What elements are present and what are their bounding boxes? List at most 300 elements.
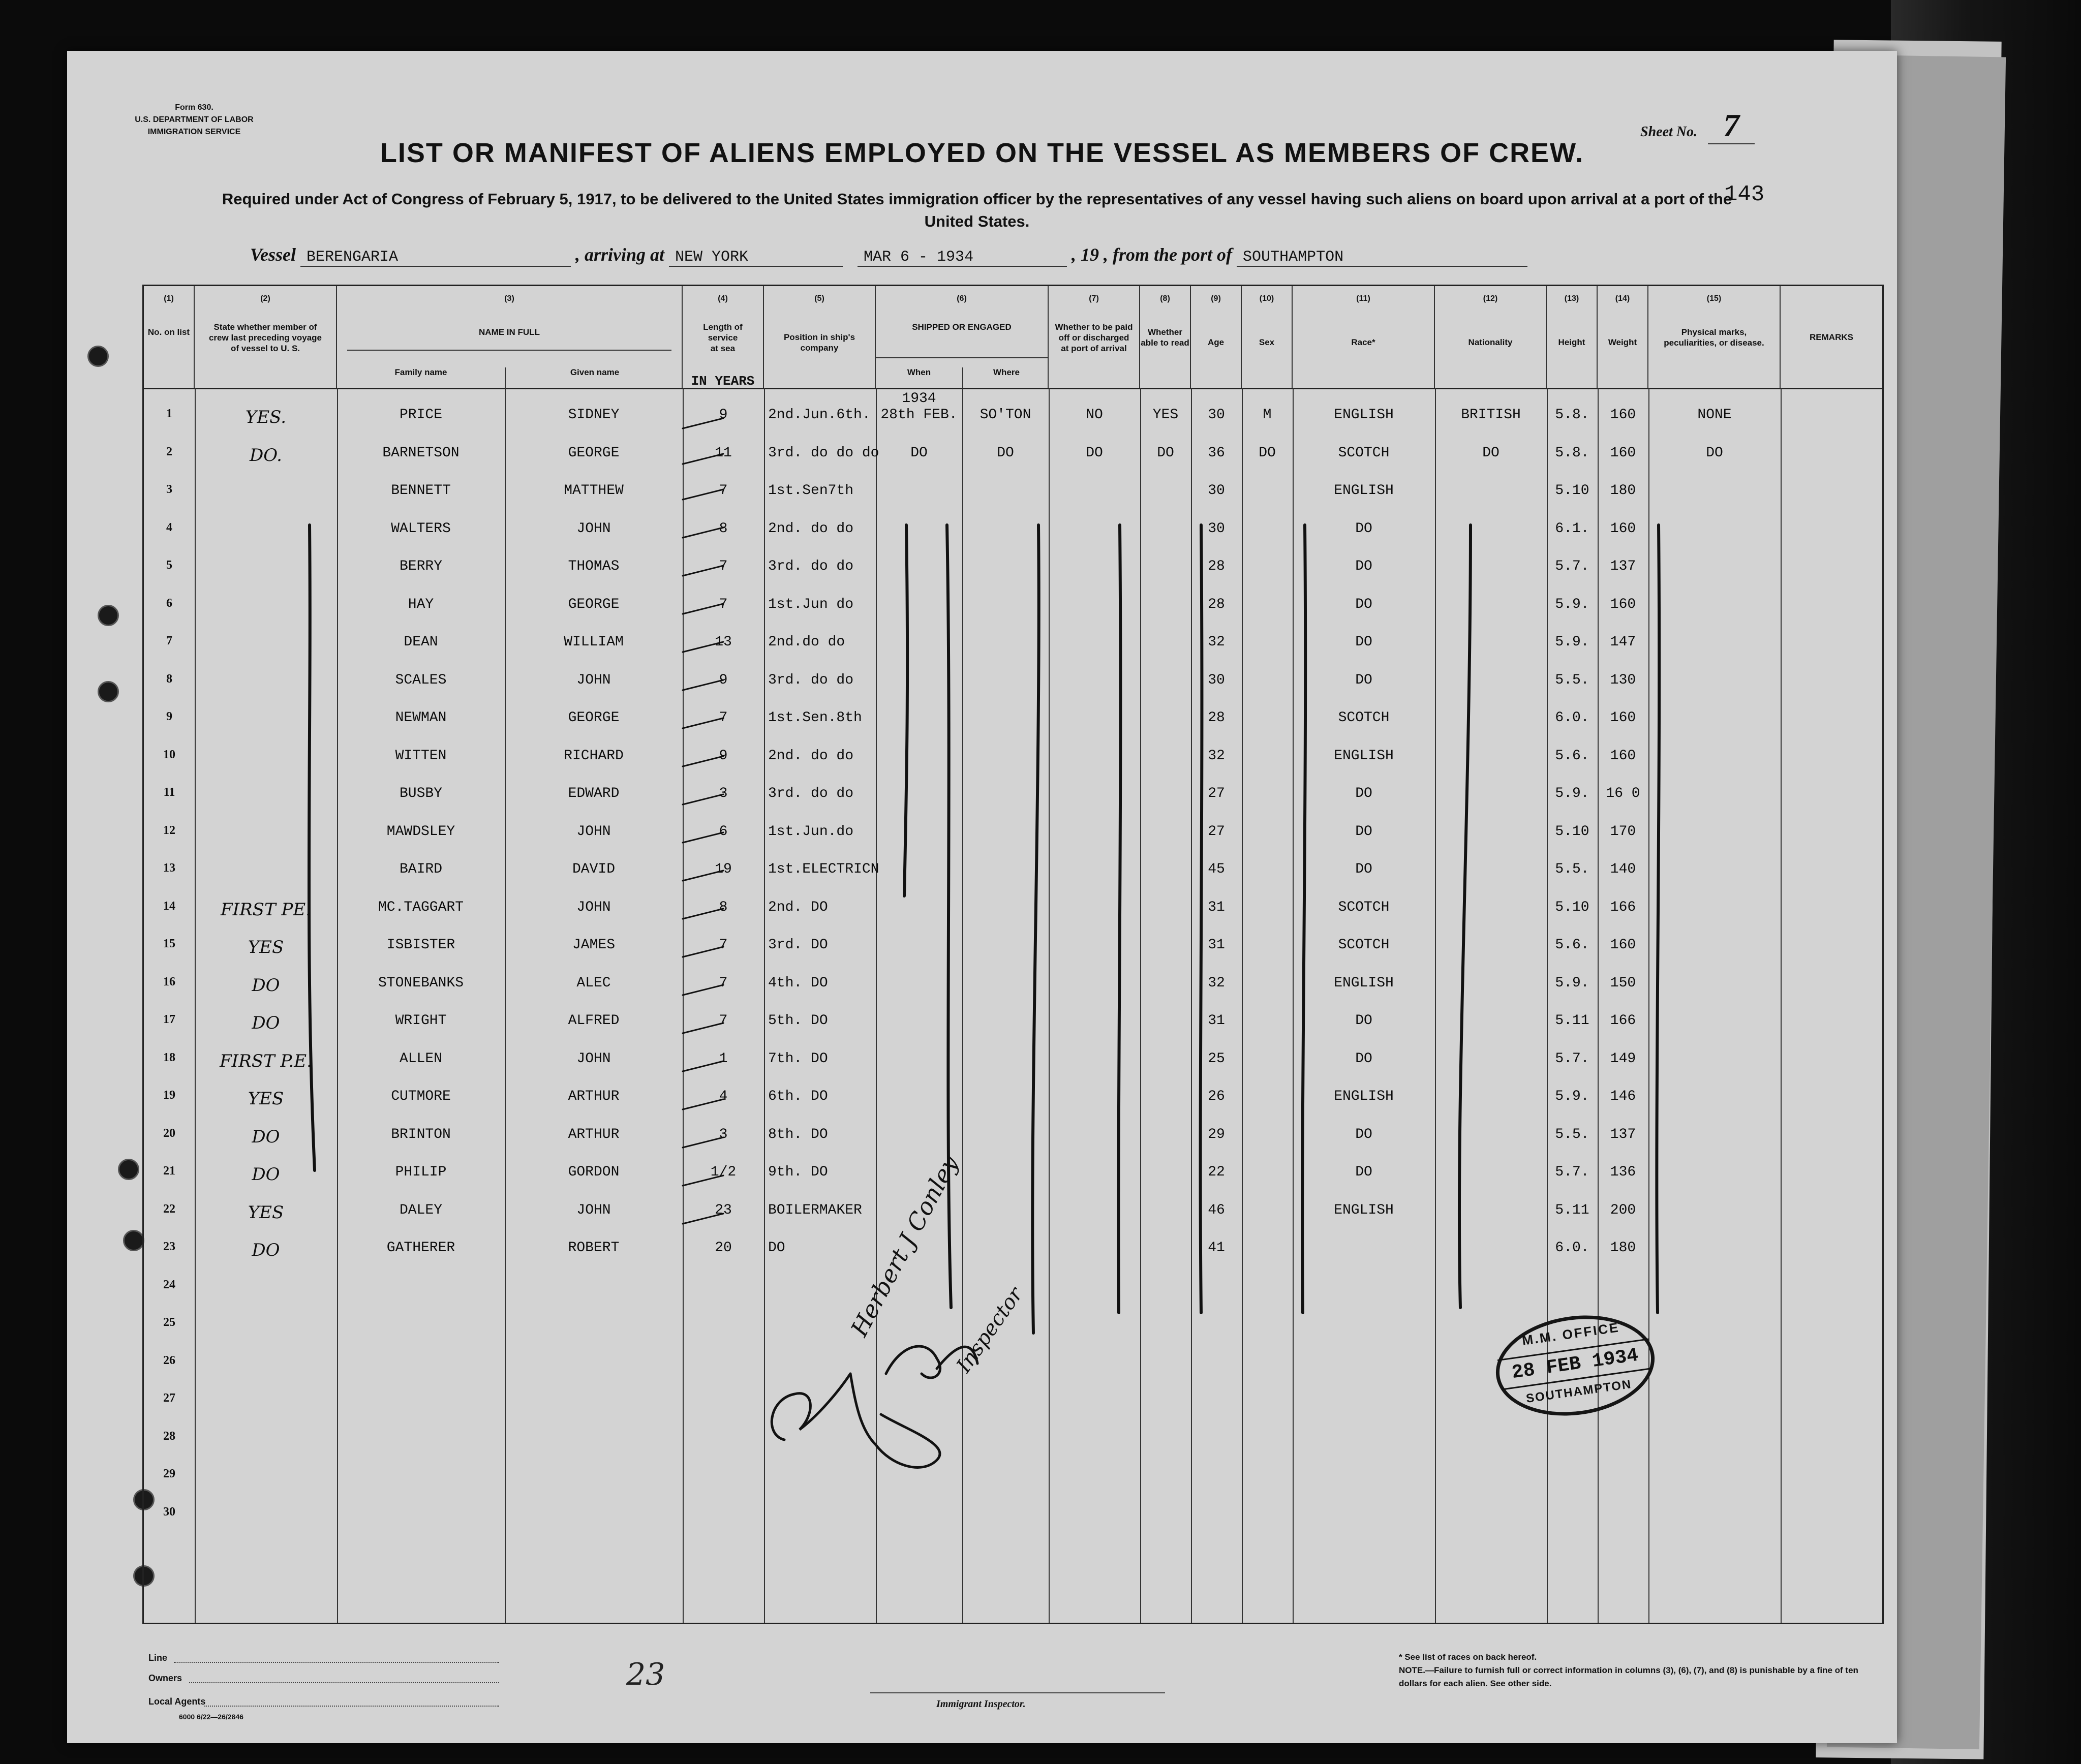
age-cell: 36	[1208, 445, 1225, 461]
race-cell: SCOTCH	[1338, 937, 1390, 953]
previous-voyage-cell: DO.	[250, 445, 282, 466]
table-row	[144, 474, 1882, 511]
race-cell: DO	[1355, 559, 1372, 574]
inspector-signature-drawing	[754, 1313, 1110, 1486]
vessel-label: Vessel	[250, 244, 296, 265]
header-previous-voyage: (2) State whether member of crew last preceding voyage of vessel to U. S.	[195, 286, 337, 388]
year-label: , 19	[1072, 244, 1099, 265]
table-row	[144, 928, 1882, 966]
row-number-cell: 7	[166, 634, 172, 647]
family-name-cell: BUSBY	[399, 786, 442, 801]
row-number-cell: 30	[163, 1505, 175, 1519]
table-row	[144, 777, 1882, 814]
given-name-cell: THOMAS	[568, 559, 620, 574]
able-to-read-cell: YES	[1152, 407, 1179, 423]
position-cell: 9th. DO	[768, 1164, 828, 1180]
row-number-cell: 3	[166, 483, 172, 496]
previous-voyage-cell: DO	[252, 1126, 280, 1147]
race-cell: SCOTCH	[1338, 899, 1390, 915]
weight-cell: 149	[1610, 1050, 1636, 1067]
position-cell: 1st.Jun.do	[768, 823, 854, 840]
weight-cell: 130	[1610, 672, 1636, 688]
given-name-cell: GORDON	[568, 1164, 620, 1180]
family-name-header: Family name	[394, 367, 447, 377]
weight-cell: 137	[1610, 559, 1636, 574]
given-name-cell: ALFRED	[568, 1013, 620, 1029]
row-number-cell: 12	[163, 823, 175, 837]
header-service-years: (4) Length of service at sea IN YEARS	[683, 286, 764, 388]
arrival-date: MAR 6 - 1934	[858, 249, 1067, 267]
row-number-cell: 28	[163, 1429, 175, 1443]
age-cell: 46	[1208, 1202, 1225, 1218]
weight-cell: 16 0	[1606, 786, 1640, 801]
race-cell: DO	[1355, 596, 1372, 612]
family-name-cell: STONEBANKS	[378, 975, 464, 991]
given-name-cell: ARTHUR	[568, 1089, 620, 1104]
service-years-cell: 9	[719, 407, 728, 423]
given-name-cell: GEORGE	[568, 445, 620, 461]
footer	[143, 1642, 1872, 1728]
previous-voyage-cell: DO	[252, 1240, 280, 1260]
height-cell: 5.7.	[1555, 1050, 1589, 1067]
table-row	[144, 512, 1882, 549]
height-cell: 5.6.	[1555, 937, 1589, 953]
row-number-cell: 22	[163, 1202, 175, 1216]
race-cell: DO	[1355, 672, 1372, 688]
weight-cell: 160	[1610, 748, 1636, 764]
weight-cell: 140	[1610, 861, 1636, 877]
header-nationality: (12) Nationality	[1435, 286, 1547, 388]
age-cell: 30	[1208, 483, 1225, 499]
weight-cell: 160	[1610, 445, 1636, 461]
family-name-cell: PHILIP	[395, 1164, 447, 1180]
height-cell: 5.11	[1555, 1202, 1589, 1218]
race-cell: DO	[1355, 1050, 1372, 1067]
voyage-line	[250, 244, 1527, 267]
age-cell: 30	[1208, 520, 1225, 537]
height-cell: 5.10	[1555, 823, 1589, 840]
height-cell: 5.9.	[1555, 786, 1589, 801]
row-number-cell: 9	[166, 710, 172, 723]
race-cell: ENGLISH	[1334, 407, 1394, 423]
family-name-cell: HAY	[408, 596, 434, 612]
fine-note: NOTE.—Failure to furnish full or correct information in columns (3), (6), (7), and (8) is punishable by a fine of ten dollars for each alien. See other side.	[1399, 1665, 1858, 1688]
position-cell: 1st.Sen7th	[768, 483, 854, 499]
header-remarks: REMARKS	[1810, 332, 1853, 342]
given-name-cell: EDWARD	[568, 786, 620, 801]
position-cell: 3rd. do do	[768, 672, 854, 688]
family-name-cell: ISBISTER	[386, 937, 455, 953]
row-number-cell: 26	[163, 1353, 175, 1367]
age-cell: 29	[1208, 1126, 1225, 1142]
given-name-cell: RICHARD	[564, 748, 624, 764]
height-cell: 6.0.	[1555, 710, 1589, 726]
age-cell: 32	[1208, 748, 1225, 764]
weight-cell: 136	[1610, 1164, 1636, 1180]
previous-voyage-cell: YES	[248, 1202, 284, 1223]
family-name-cell: WITTEN	[395, 748, 447, 764]
position-cell: 1st.ELECTRICN	[768, 861, 879, 877]
age-cell: 27	[1208, 823, 1225, 840]
physical-marks-cell: NONE	[1697, 407, 1732, 423]
position-cell: 3rd. do do	[768, 786, 854, 801]
position-cell: 8th. DO	[768, 1126, 828, 1142]
family-name-cell: CUTMORE	[391, 1089, 451, 1104]
line-field	[174, 1662, 499, 1663]
race-cell: ENGLISH	[1334, 483, 1394, 499]
service-years-cell: 11	[715, 445, 732, 461]
given-name-cell: JOHN	[576, 672, 611, 688]
binder-hole	[123, 1230, 144, 1251]
height-cell: 6.1.	[1555, 520, 1589, 537]
height-cell: 5.5.	[1555, 672, 1589, 688]
family-name-cell: NEWMAN	[395, 710, 447, 726]
age-cell: 41	[1208, 1240, 1225, 1256]
nationality-cell: BRITISH	[1461, 407, 1521, 423]
table-row	[144, 436, 1882, 474]
family-name-cell: DEAN	[404, 634, 438, 650]
race-note: * See list of races on back hereof.	[1399, 1652, 1537, 1662]
age-cell: 26	[1208, 1089, 1225, 1104]
given-name-cell: SIDNEY	[568, 407, 620, 423]
service-years-cell: 7	[719, 483, 728, 499]
position-cell: DO	[768, 1240, 785, 1256]
agents-label: Local Agents	[148, 1696, 206, 1707]
row-number-cell: 19	[163, 1089, 175, 1102]
row-number-cell: 2	[166, 445, 172, 458]
row-number-cell: 13	[163, 861, 175, 875]
table-row	[144, 852, 1882, 890]
given-name-cell: GEORGE	[568, 710, 620, 726]
height-cell: 5.9.	[1555, 975, 1589, 991]
table-row	[144, 1231, 1882, 1268]
line-label: Line	[148, 1653, 168, 1663]
given-name-cell: ROBERT	[568, 1240, 620, 1256]
row-number-cell: 25	[163, 1316, 175, 1329]
family-name-cell: BAIRD	[399, 861, 442, 877]
form-identifier	[118, 102, 270, 138]
weight-cell: 160	[1610, 710, 1636, 726]
shipped-where-cell: SO'TON	[980, 407, 1031, 423]
age-cell: 30	[1208, 672, 1225, 688]
service-years-cell: 23	[715, 1202, 732, 1218]
position-cell: 4th. DO	[768, 975, 828, 991]
race-cell: DO	[1355, 1164, 1372, 1180]
previous-voyage-cell: DO	[252, 1013, 280, 1033]
table-row	[144, 587, 1882, 625]
service-years-cell: 7	[719, 559, 728, 574]
inspector-title: Inspector	[952, 1283, 1028, 1377]
row-number-cell: 6	[166, 596, 172, 610]
shipped-when-cell: 28th FEB.	[880, 407, 958, 423]
departure-port: SOUTHAMPTON	[1237, 249, 1527, 267]
position-cell: 2nd. do do	[768, 520, 854, 537]
row-number-cell: 11	[163, 786, 175, 799]
given-name-cell: JOHN	[576, 1202, 611, 1218]
table-row	[144, 1155, 1882, 1193]
height-cell: 5.11	[1555, 1013, 1589, 1029]
weight-cell: 150	[1610, 975, 1636, 991]
department-name: U.S. DEPARTMENT OF LABOR	[135, 115, 254, 124]
vessel-name: BERENGARIA	[300, 249, 571, 267]
given-name-cell: ALEC	[576, 975, 611, 991]
height-cell: 5.7.	[1555, 1164, 1589, 1180]
sheet-value: 7	[1708, 107, 1755, 144]
sheet-label: Sheet No.	[1640, 124, 1697, 140]
previous-voyage-cell: YES.	[245, 407, 287, 427]
row-number-cell: 24	[163, 1278, 175, 1291]
arriving-label: , arriving at	[575, 244, 665, 265]
table-row	[144, 1118, 1882, 1155]
family-name-cell: BARNETSON	[382, 445, 460, 461]
shipped-where-cell: DO	[997, 445, 1014, 461]
shipped-when-cell: DO	[910, 445, 928, 461]
row-number-cell: 5	[166, 559, 172, 572]
table-row	[144, 1004, 1882, 1041]
table-row	[144, 739, 1882, 777]
height-cell: 5.9.	[1555, 596, 1589, 612]
service-years-cell: 3	[719, 786, 728, 801]
paid-off-cell: NO	[1086, 407, 1103, 423]
family-name-cell: SCALES	[395, 672, 447, 688]
stamp-date: 28 FEB 1934	[1497, 1338, 1653, 1390]
service-years-cell: 7	[719, 1013, 728, 1029]
family-name-cell: WRIGHT	[395, 1013, 447, 1029]
form-code: 6000 6/22—26/2846	[179, 1713, 243, 1721]
total-count: 23	[626, 1657, 665, 1692]
service-years-cell: 3	[719, 1126, 728, 1142]
race-cell: ENGLISH	[1334, 748, 1394, 764]
race-cell: DO	[1355, 861, 1372, 877]
service-years-cell: 8	[719, 520, 728, 537]
weight-cell: 166	[1610, 1013, 1636, 1029]
service-years-cell: 20	[715, 1240, 732, 1256]
header-height: (13) Height	[1547, 286, 1598, 388]
service-years-cell: 13	[715, 634, 732, 650]
position-cell: 5th. DO	[768, 1013, 828, 1029]
row-number-cell: 27	[163, 1391, 175, 1405]
table-row	[144, 815, 1882, 852]
position-cell: 1st.Jun do	[768, 596, 854, 612]
position-cell: 2nd. do do	[768, 748, 854, 764]
previous-voyage-cell: YES	[248, 1089, 284, 1109]
race-cell: SCOTCH	[1338, 710, 1390, 726]
weight-cell: 146	[1610, 1089, 1636, 1104]
stamp-port: SOUTHAMPTON	[1525, 1377, 1633, 1406]
given-name-cell: JOHN	[576, 899, 611, 915]
weight-cell: 166	[1610, 899, 1636, 915]
given-name-cell: JOHN	[576, 520, 611, 537]
row-number-cell: 15	[163, 937, 175, 950]
race-cell: DO	[1355, 1013, 1372, 1029]
table-row	[144, 391, 1882, 436]
row-number-cell: 14	[163, 899, 175, 913]
previous-voyage-cell: DO	[252, 975, 280, 996]
owners-field	[189, 1682, 499, 1683]
row-number-cell: 20	[163, 1126, 175, 1140]
page-number: 143	[1724, 182, 1765, 207]
manifest-sheet	[67, 51, 1897, 1743]
given-name-cell: DAVID	[572, 861, 615, 877]
given-name-cell: GEORGE	[568, 596, 620, 612]
age-cell: 31	[1208, 937, 1225, 953]
age-cell: 28	[1208, 596, 1225, 612]
table-row	[144, 1193, 1882, 1231]
from-label: , from the port of	[1104, 244, 1233, 265]
position-cell: 2nd. DO	[768, 899, 828, 915]
sex-cell: M	[1263, 407, 1272, 423]
service-years-cell: 4	[719, 1089, 728, 1104]
height-cell: 6.0.	[1555, 1240, 1589, 1256]
service-years-cell: 8	[719, 899, 728, 915]
table-row	[144, 1079, 1882, 1117]
service-years-cell: 7	[719, 596, 728, 612]
family-name-cell: WALTERS	[391, 520, 451, 537]
header-weight: (14) Weight	[1598, 286, 1648, 388]
race-cell: ENGLISH	[1334, 1089, 1394, 1104]
position-cell: BOILERMAKER	[768, 1202, 862, 1218]
height-cell: 5.8.	[1555, 445, 1589, 461]
weight-cell: 160	[1610, 937, 1636, 953]
family-name-cell: BRINTON	[391, 1126, 451, 1142]
table-row	[144, 890, 1882, 928]
race-cell: ENGLISH	[1334, 975, 1394, 991]
binder-hole	[98, 681, 119, 702]
age-cell: 31	[1208, 1013, 1225, 1029]
family-name-cell: ALLEN	[399, 1050, 442, 1067]
binder-hole	[87, 346, 109, 367]
header-able-to-read: (8) Whether able to read	[1140, 286, 1191, 388]
given-name-cell: JOHN	[576, 1050, 611, 1067]
header-age: (9) Age	[1191, 286, 1242, 388]
header-shipped: (6) SHIPPED OR ENGAGED When Where	[876, 286, 1049, 388]
family-name-cell: BERRY	[399, 559, 442, 574]
position-cell: 3rd. DO	[768, 937, 828, 953]
position-cell: 1st.Sen.8th	[768, 710, 862, 726]
race-cell: ENGLISH	[1334, 1202, 1394, 1218]
given-name-cell: JAMES	[572, 937, 615, 953]
height-cell: 5.7.	[1555, 559, 1589, 574]
row-number-cell: 10	[163, 748, 175, 761]
weight-cell: 147	[1610, 634, 1636, 650]
position-cell: 6th. DO	[768, 1089, 828, 1104]
service-years-cell: 6	[719, 823, 728, 840]
family-name-cell: MAWDSLEY	[386, 823, 455, 840]
age-cell: 45	[1208, 861, 1225, 877]
given-name-cell: WILLIAM	[564, 634, 624, 650]
race-cell: DO	[1355, 1126, 1372, 1142]
height-cell: 5.5.	[1555, 861, 1589, 877]
age-cell: 22	[1208, 1164, 1225, 1180]
service-years-cell: 7	[719, 937, 728, 953]
height-cell: 5.5.	[1555, 1126, 1589, 1142]
row-number-cell: 23	[163, 1240, 175, 1253]
height-cell: 5.9.	[1555, 1089, 1589, 1104]
service-years-cell: 9	[719, 748, 728, 764]
stamp-office: M.M. OFFICE	[1521, 1319, 1621, 1348]
weight-cell: 180	[1610, 1240, 1636, 1256]
row-number-cell: 4	[166, 520, 172, 534]
sex-cell: DO	[1259, 445, 1276, 461]
row-number-cell: 17	[163, 1013, 175, 1026]
weight-cell: 160	[1610, 407, 1636, 423]
table-row	[144, 701, 1882, 738]
position-cell: 3rd. do do	[768, 559, 854, 574]
previous-voyage-cell: FIRST PE.	[221, 899, 311, 920]
table-row	[144, 966, 1882, 1004]
row-number-cell: 1	[166, 407, 172, 420]
age-cell: 25	[1208, 1050, 1225, 1067]
service-years-cell: 9	[719, 672, 728, 688]
given-name-cell: MATTHEW	[564, 483, 624, 499]
service-years-cell: 7	[719, 710, 728, 726]
table-row	[144, 1042, 1882, 1079]
table-row	[144, 1496, 1882, 1534]
header-paid-off: (7) Whether to be paid off or discharged at port of arrival	[1049, 286, 1140, 388]
inspector-label: Immigrant Inspector.	[936, 1698, 1026, 1710]
service-years-cell: 19	[715, 861, 732, 877]
paid-off-cell: DO	[1086, 445, 1103, 461]
height-cell: 5.8.	[1555, 407, 1589, 423]
position-cell: 3rd. do do do	[768, 445, 879, 461]
age-cell: 30	[1208, 407, 1225, 423]
race-cell: SCOTCH	[1338, 445, 1390, 461]
row-number-cell: 18	[163, 1050, 175, 1064]
age-cell: 31	[1208, 899, 1225, 915]
service-years-cell: 1/2	[710, 1164, 737, 1180]
row-number-cell: 29	[163, 1467, 175, 1480]
document-title: LIST OR MANIFEST OF ALIENS EMPLOYED ON THE VESSEL AS MEMBERS OF CREW.	[380, 138, 1584, 168]
able-to-read-cell: DO	[1157, 445, 1174, 461]
age-cell: 27	[1208, 786, 1225, 801]
given-name-cell: JOHN	[576, 823, 611, 840]
weight-cell: 200	[1610, 1202, 1636, 1218]
weight-cell: 180	[1610, 483, 1636, 499]
weight-cell: 170	[1610, 823, 1636, 840]
position-cell: 2nd.do do	[768, 634, 845, 650]
weight-cell: 160	[1610, 520, 1636, 537]
age-cell: 28	[1208, 559, 1225, 574]
family-name-cell: DALEY	[399, 1202, 442, 1218]
race-cell: DO	[1355, 520, 1372, 537]
row-number-cell: 8	[166, 672, 172, 686]
position-cell: 2nd.Jun.6th.	[768, 407, 871, 423]
family-name-cell: BENNETT	[391, 483, 451, 499]
age-cell: 28	[1208, 710, 1225, 726]
binder-hole	[98, 605, 119, 626]
height-cell: 5.10	[1555, 899, 1589, 915]
family-name-cell: GATHERER	[386, 1240, 455, 1256]
family-name-cell: MC.TAGGART	[378, 899, 464, 915]
given-name-cell: ARTHUR	[568, 1126, 620, 1142]
family-name-cell: PRICE	[399, 407, 442, 423]
position-cell: 7th. DO	[768, 1050, 828, 1067]
inspector-signature: Herbert J Conley	[845, 1151, 964, 1341]
age-cell: 32	[1208, 975, 1225, 991]
service-years-cell: 7	[719, 975, 728, 991]
height-cell: 5.10	[1555, 483, 1589, 499]
header-sex: (10) Sex	[1242, 286, 1293, 388]
table-row	[144, 625, 1882, 663]
nationality-cell: DO	[1482, 445, 1499, 461]
previous-voyage-cell: FIRST P.E.	[220, 1050, 312, 1071]
weight-cell: 137	[1610, 1126, 1636, 1142]
given-name-header: Given name	[505, 367, 684, 388]
previous-voyage-cell: YES	[248, 937, 284, 957]
race-cell: DO	[1355, 823, 1372, 840]
document-subtitle: Required under Act of Congress of February 5, 1917, to be delivered to the United States immigration officer by the representatives of any vessel having such aliens on board upon arrival at a port of the United States.	[222, 190, 1732, 230]
row-number-cell: 16	[163, 975, 175, 988]
